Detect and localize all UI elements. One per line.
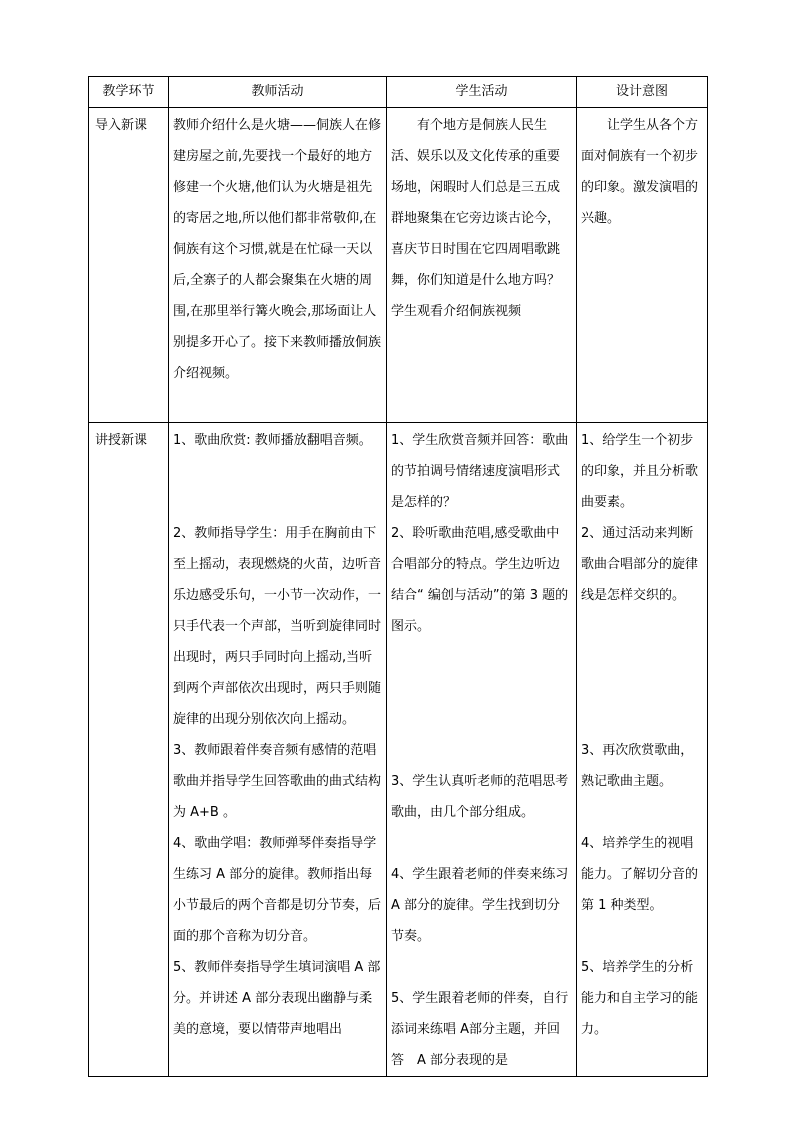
student-activity-cell bbox=[387, 108, 577, 423]
student-step-4: 4、学生跟着老师的伴奏来练习 A 部分的旋律。学生找到切分节奏。 bbox=[391, 867, 569, 944]
header-teacher-activity: 教师活动 bbox=[169, 77, 387, 108]
student-activity-cell bbox=[387, 423, 577, 1077]
design-intent-cell bbox=[577, 423, 708, 1077]
table-row bbox=[89, 423, 708, 1077]
design-intent-text: 让学生从各个方面对侗族有一个初步的印象。激发演唱的兴趣。 bbox=[581, 118, 699, 226]
intent-step-2: 2、通过活动来判断歌曲合唱部分的旋律线是怎样交织的。 bbox=[581, 526, 699, 603]
teacher-step-4: 4、歌曲学唱：教师弹琴伴奏指导学生练习 A 部分的旋律。教师指出每小节最后的两个音都是切分节奏，后面的那个音称为切分音。 bbox=[173, 836, 382, 944]
student-step-2: 2、聆听歌曲范唱,感受歌曲中合唱部分的特点。学生边听边结合“ 编创与活动”的第 3 题的图示。 bbox=[391, 526, 569, 634]
intent-step-1: 1、给学生一个初步的印象，并且分析歌曲要素。 bbox=[581, 433, 699, 510]
student-step-5: 5、学生跟着老师的伴奏，自行添词来练唱 A部分主题，并回答 A 部分表现的是 bbox=[391, 991, 569, 1068]
teacher-step-2: 2、教师指导学生：用手在胸前由下至上摇动，表现燃烧的火苗，边听音乐边感受乐句，一小节一次动作，一只手代表一个声部，当听到旋律同时出现时，两只手同时向上摇动,当听到两个声部依次出现时，两只手则随旋律的出现分别依次向上摇动。 bbox=[173, 526, 382, 727]
teacher-step-3: 3、教师跟着伴奏音频有感情的范唱歌曲并指导学生回答歌曲的曲式结构为 A+B 。 bbox=[173, 743, 382, 820]
table-row bbox=[89, 108, 708, 423]
teacher-step-1: 1、歌曲欣赏: 教师播放翻唱音频。 bbox=[173, 433, 372, 448]
student-activity-text: 有个地方是侗族人民生活、娱乐以及文化传承的重要场地，闲暇时人们总是三五成群地聚集在它旁边谈古论今，喜庆节日时围在它四周唱歌跳舞，你们知道是什么地方吗？学生观看介绍侗族视频 bbox=[391, 118, 561, 319]
header-stage: 教学环节 bbox=[89, 77, 169, 108]
design-intent-cell bbox=[577, 108, 708, 423]
student-step-1: 1、学生欣赏音频并回答：歌曲的节拍调号情绪速度演唱形式是怎样的？ bbox=[391, 433, 569, 510]
teacher-activity-text: 教师介绍什么是火塘——侗族人在修建房屋之前,先要找一个最好的地方修建一个火塘,他们认为火塘是祖先的寄居之地,所以他们都非常敬仰,在侗族有这个习惯,就是在忙碌一天以后,全寨子的人都会聚集在火塘的周围,在那里举行篝火晚会,那场面让人别提多开心了。接下来教师播放侗族介绍视频。 bbox=[173, 118, 382, 381]
lesson-plan-table bbox=[88, 76, 708, 1077]
teacher-step-5: 5、教师伴奏指导学生填词演唱 A 部分。并讲述 A 部分表现出幽静与柔美的意境，要以情带声地唱出 bbox=[173, 960, 381, 1037]
stage-cell: 导入新课 bbox=[89, 108, 169, 423]
stage-cell: 讲授新课 bbox=[89, 423, 169, 1077]
student-step-3: 3、学生认真听老师的范唱思考歌曲，由几个部分组成。 bbox=[391, 774, 569, 820]
table-header-row bbox=[89, 77, 708, 108]
header-student-activity: 学生活动 bbox=[387, 77, 577, 108]
intent-step-3: 3、再次欣赏歌曲，熟记歌曲主题。 bbox=[581, 743, 694, 789]
header-design-intent: 设计意图 bbox=[577, 77, 708, 108]
intent-step-5: 5、培养学生的分析能力和自主学习的能力。 bbox=[581, 960, 699, 1037]
teacher-activity-cell bbox=[169, 108, 387, 423]
intent-step-4: 4、培养学生的视唱能力。了解切分音的第 1 种类型。 bbox=[581, 836, 699, 913]
teacher-activity-cell bbox=[169, 423, 387, 1077]
